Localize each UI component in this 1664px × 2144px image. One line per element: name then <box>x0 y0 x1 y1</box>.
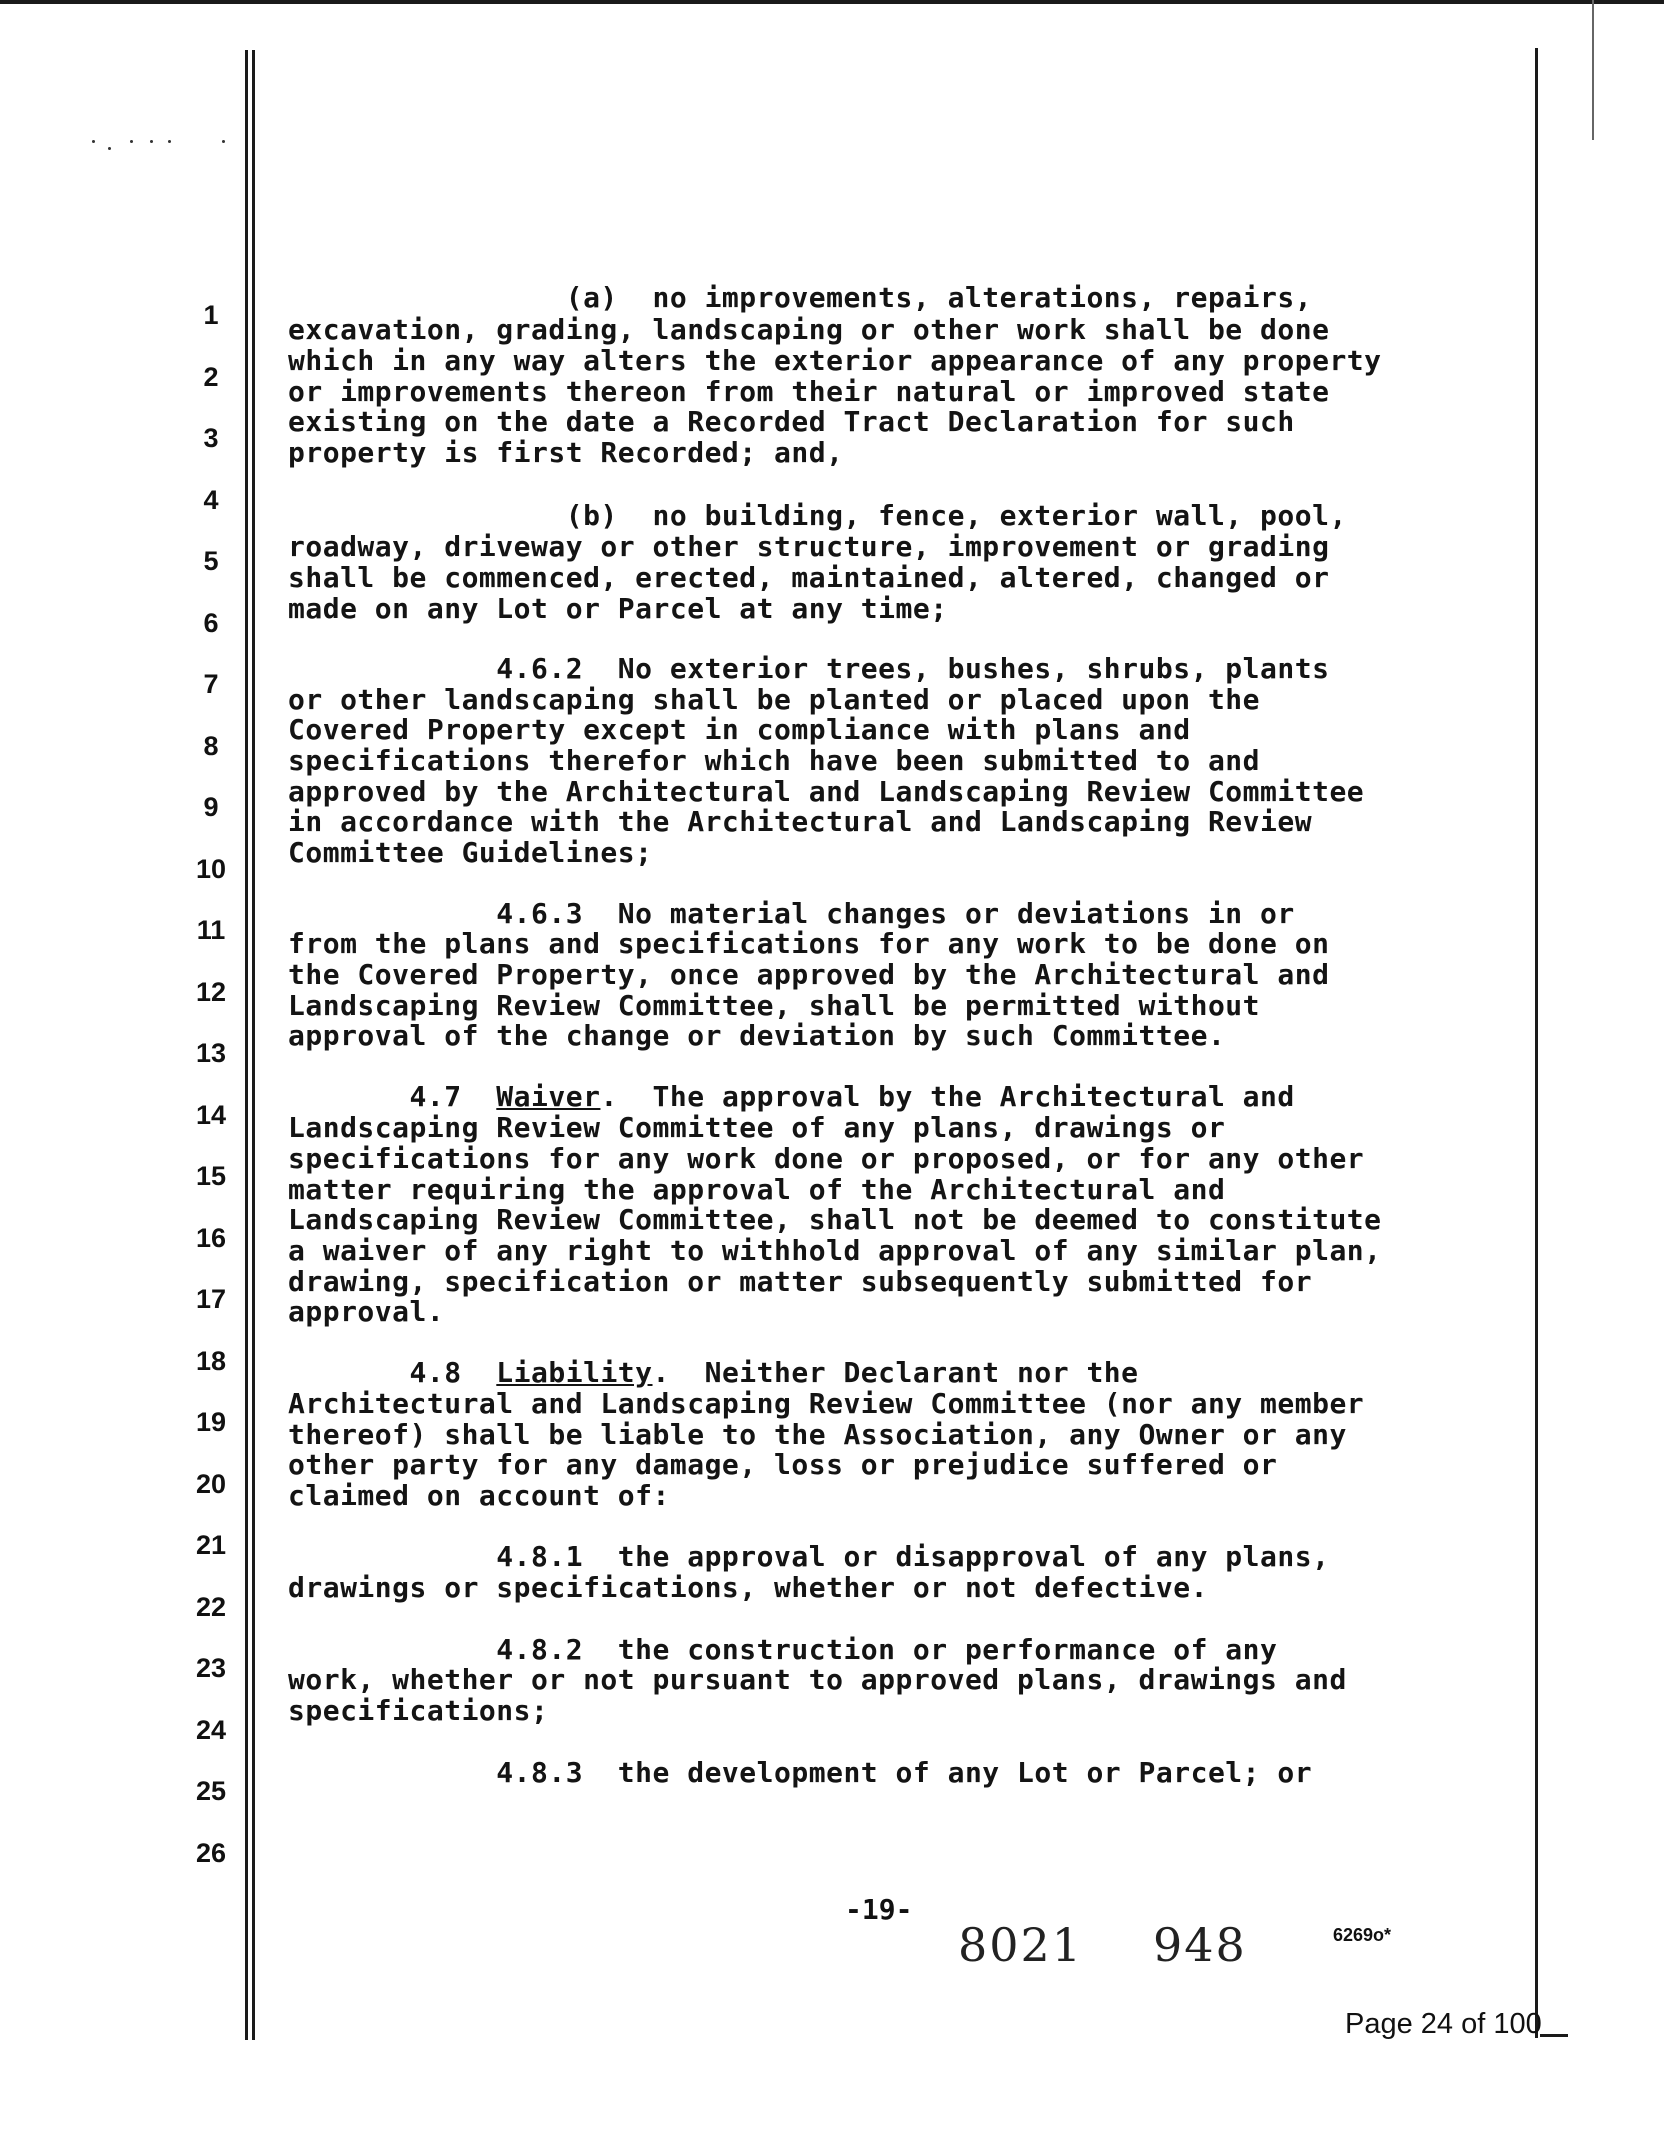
text-segment: 4.8.1 the approval or disapproval of any plans, <box>288 1540 1330 1573</box>
text-line <box>288 897 1295 930</box>
text-segment: 4.8.2 the construction or performance of any <box>288 1633 1278 1666</box>
text-segment: thereof) shall be liable to the Association, any Owner or any <box>288 1418 1347 1451</box>
scan-speck <box>92 140 95 143</box>
text-segment: 4.8.3 the development of any Lot or Parcel; or <box>288 1756 1313 1789</box>
text-line <box>288 561 1330 594</box>
line-number: 2 <box>203 361 219 392</box>
text-segment: approval of the change or deviation by such Committee. <box>288 1019 1226 1052</box>
text-line <box>288 499 1347 532</box>
text-line <box>288 1142 1365 1175</box>
text-segment: 4.6.2 No exterior trees, bushes, shrubs, plants <box>288 652 1330 685</box>
scan-speck <box>108 147 111 150</box>
text-line <box>288 805 1313 838</box>
text-line <box>288 1448 1278 1481</box>
text-line <box>288 1756 1313 1789</box>
text-line <box>288 1571 1208 1604</box>
text-segment: property is first Recorded; and, <box>288 436 844 469</box>
text-segment: drawing, specification or matter subsequently submitted for <box>288 1265 1313 1298</box>
line-number: 14 <box>195 1099 227 1130</box>
text-segment: the Covered Property, once approved by the Architectural and <box>288 958 1330 991</box>
text-line <box>288 1633 1278 1666</box>
section-heading: Waiver <box>496 1080 601 1113</box>
text-line <box>288 1387 1365 1420</box>
text-segment: claimed on account of: <box>288 1479 670 1512</box>
text-line <box>288 989 1261 1022</box>
text-segment: 4.7 <box>288 1080 497 1113</box>
text-segment: approval. <box>288 1295 445 1328</box>
recording-stamp-book: 8021 <box>958 1918 1084 1972</box>
text-line <box>288 1356 1139 1389</box>
text-segment: Landscaping Review Committee, shall not be deemed to constitute <box>288 1203 1382 1236</box>
text-segment: or other landscaping shall be planted or placed upon the <box>288 683 1261 716</box>
text-line <box>288 775 1365 808</box>
text-segment: shall be commenced, erected, maintained, altered, changed or <box>288 561 1330 594</box>
scan-speck <box>150 140 153 143</box>
section-heading: Liability <box>496 1356 653 1389</box>
bottom-right-rule <box>1540 2034 1568 2037</box>
text-segment: specifications therefor which have been submitted to and <box>288 744 1261 777</box>
text-segment: Covered Property except in compliance with plans and <box>288 713 1191 746</box>
left-margin-rule-outer <box>245 50 248 2040</box>
text-segment: or improvements thereon from their natural or improved state <box>288 375 1330 408</box>
text-segment: which in any way alters the exterior appearance of any property <box>288 344 1382 377</box>
text-segment: 4.8 <box>288 1356 497 1389</box>
text-segment: . Neither Declarant nor the <box>652 1356 1139 1389</box>
line-number: 22 <box>195 1591 227 1622</box>
page-count-footer: Page 24 of 100 <box>1345 2008 1542 2040</box>
line-number: 12 <box>195 976 227 1007</box>
line-number: 18 <box>195 1345 227 1376</box>
line-number: 24 <box>195 1714 227 1745</box>
text-line <box>288 436 844 469</box>
scan-speck <box>222 140 225 143</box>
text-line <box>288 1080 1295 1113</box>
text-line <box>288 744 1261 777</box>
text-line <box>288 958 1330 991</box>
line-number: 17 <box>195 1284 227 1314</box>
text-line <box>288 713 1191 746</box>
text-segment: existing on the date a Recorded Tract Declaration for such <box>288 405 1295 438</box>
line-number: 20 <box>195 1468 227 1499</box>
text-segment: other party for any damage, loss or prejudice suffered or <box>288 1448 1278 1481</box>
text-segment: . The approval by the Architectural and <box>600 1080 1295 1113</box>
text-line <box>288 375 1330 408</box>
line-number: 26 <box>195 1837 227 1868</box>
page-number: -19- <box>845 1893 913 1926</box>
line-number: 3 <box>203 423 219 453</box>
text-segment: drawings or specifications, whether or not defective. <box>288 1571 1208 1604</box>
line-number: 13 <box>195 1038 227 1068</box>
line-number: 6 <box>203 607 219 638</box>
line-number: 15 <box>195 1161 227 1191</box>
text-line <box>288 927 1330 960</box>
text-line <box>288 1265 1313 1298</box>
line-number: 7 <box>203 669 219 699</box>
text-line <box>288 1694 549 1727</box>
text-line <box>288 281 1313 314</box>
text-segment: from the plans and specifications for any work to be done on <box>288 927 1330 960</box>
line-number: 5 <box>203 546 219 576</box>
text-segment: work, whether or not pursuant to approved plans, drawings and <box>288 1663 1347 1696</box>
line-number: 4 <box>203 484 219 515</box>
line-number: 1 <box>203 300 219 330</box>
text-line <box>288 344 1382 377</box>
right-margin-rule <box>1535 48 1538 2038</box>
text-line <box>288 1418 1347 1451</box>
text-line <box>288 683 1261 716</box>
text-segment: in accordance with the Architectural and Landscaping Review <box>288 805 1313 838</box>
top-scan-edge <box>0 0 1664 4</box>
text-segment: (a) no improvements, alterations, repairs, <box>288 281 1313 314</box>
text-line <box>288 313 1330 346</box>
line-number: 25 <box>195 1776 227 1806</box>
text-segment: (b) no building, fence, exterior wall, pool, <box>288 499 1347 532</box>
text-segment: Architectural and Landscaping Review Committee (nor any member <box>288 1387 1365 1420</box>
right-edge-fragment <box>1592 0 1594 140</box>
text-line <box>288 1540 1330 1573</box>
text-line <box>288 592 948 625</box>
scan-speck <box>130 140 133 143</box>
line-number: 19 <box>195 1407 227 1437</box>
text-line <box>288 836 653 869</box>
text-line <box>288 1663 1347 1696</box>
text-line <box>288 1234 1382 1267</box>
text-line <box>288 405 1295 438</box>
text-line <box>288 1295 445 1328</box>
left-margin-rule-inner <box>252 50 255 2040</box>
recording-stamp-page: 948 <box>1153 1918 1247 1972</box>
line-number: 11 <box>196 915 226 945</box>
line-number: 9 <box>203 792 219 822</box>
line-number: 8 <box>203 730 219 761</box>
scan-speck <box>168 140 171 143</box>
line-number: 21 <box>195 1530 227 1560</box>
text-line <box>288 1479 670 1512</box>
text-segment: matter requiring the approval of the Architectural and <box>288 1173 1226 1206</box>
line-number: 23 <box>195 1653 227 1683</box>
text-segment: roadway, driveway or other structure, improvement or grading <box>288 530 1330 563</box>
text-line <box>288 1019 1226 1052</box>
text-segment: Landscaping Review Committee of any plans, drawings or <box>288 1111 1226 1144</box>
text-segment: Committee Guidelines; <box>288 836 653 869</box>
text-segment: excavation, grading, landscaping or other work shall be done <box>288 313 1330 346</box>
text-segment: specifications for any work done or proposed, or for any other <box>288 1142 1365 1175</box>
text-segment: a waiver of any right to withhold approval of any similar plan, <box>288 1234 1382 1267</box>
text-line <box>288 1203 1382 1236</box>
text-line <box>288 652 1330 685</box>
text-segment: Landscaping Review Committee, shall be permitted without <box>288 989 1261 1022</box>
line-number: 16 <box>195 1222 227 1253</box>
text-segment: specifications; <box>288 1694 549 1727</box>
text-line <box>288 530 1330 563</box>
text-line <box>288 1173 1226 1206</box>
line-number: 10 <box>195 853 227 884</box>
text-segment: made on any Lot or Parcel at any time; <box>288 592 948 625</box>
text-segment: approved by the Architectural and Landscaping Review Committee <box>288 775 1365 808</box>
text-line <box>288 1111 1226 1144</box>
text-segment: 4.6.3 No material changes or deviations in or <box>288 897 1295 930</box>
recording-stamp-code: 6269o* <box>1333 1925 1392 1945</box>
